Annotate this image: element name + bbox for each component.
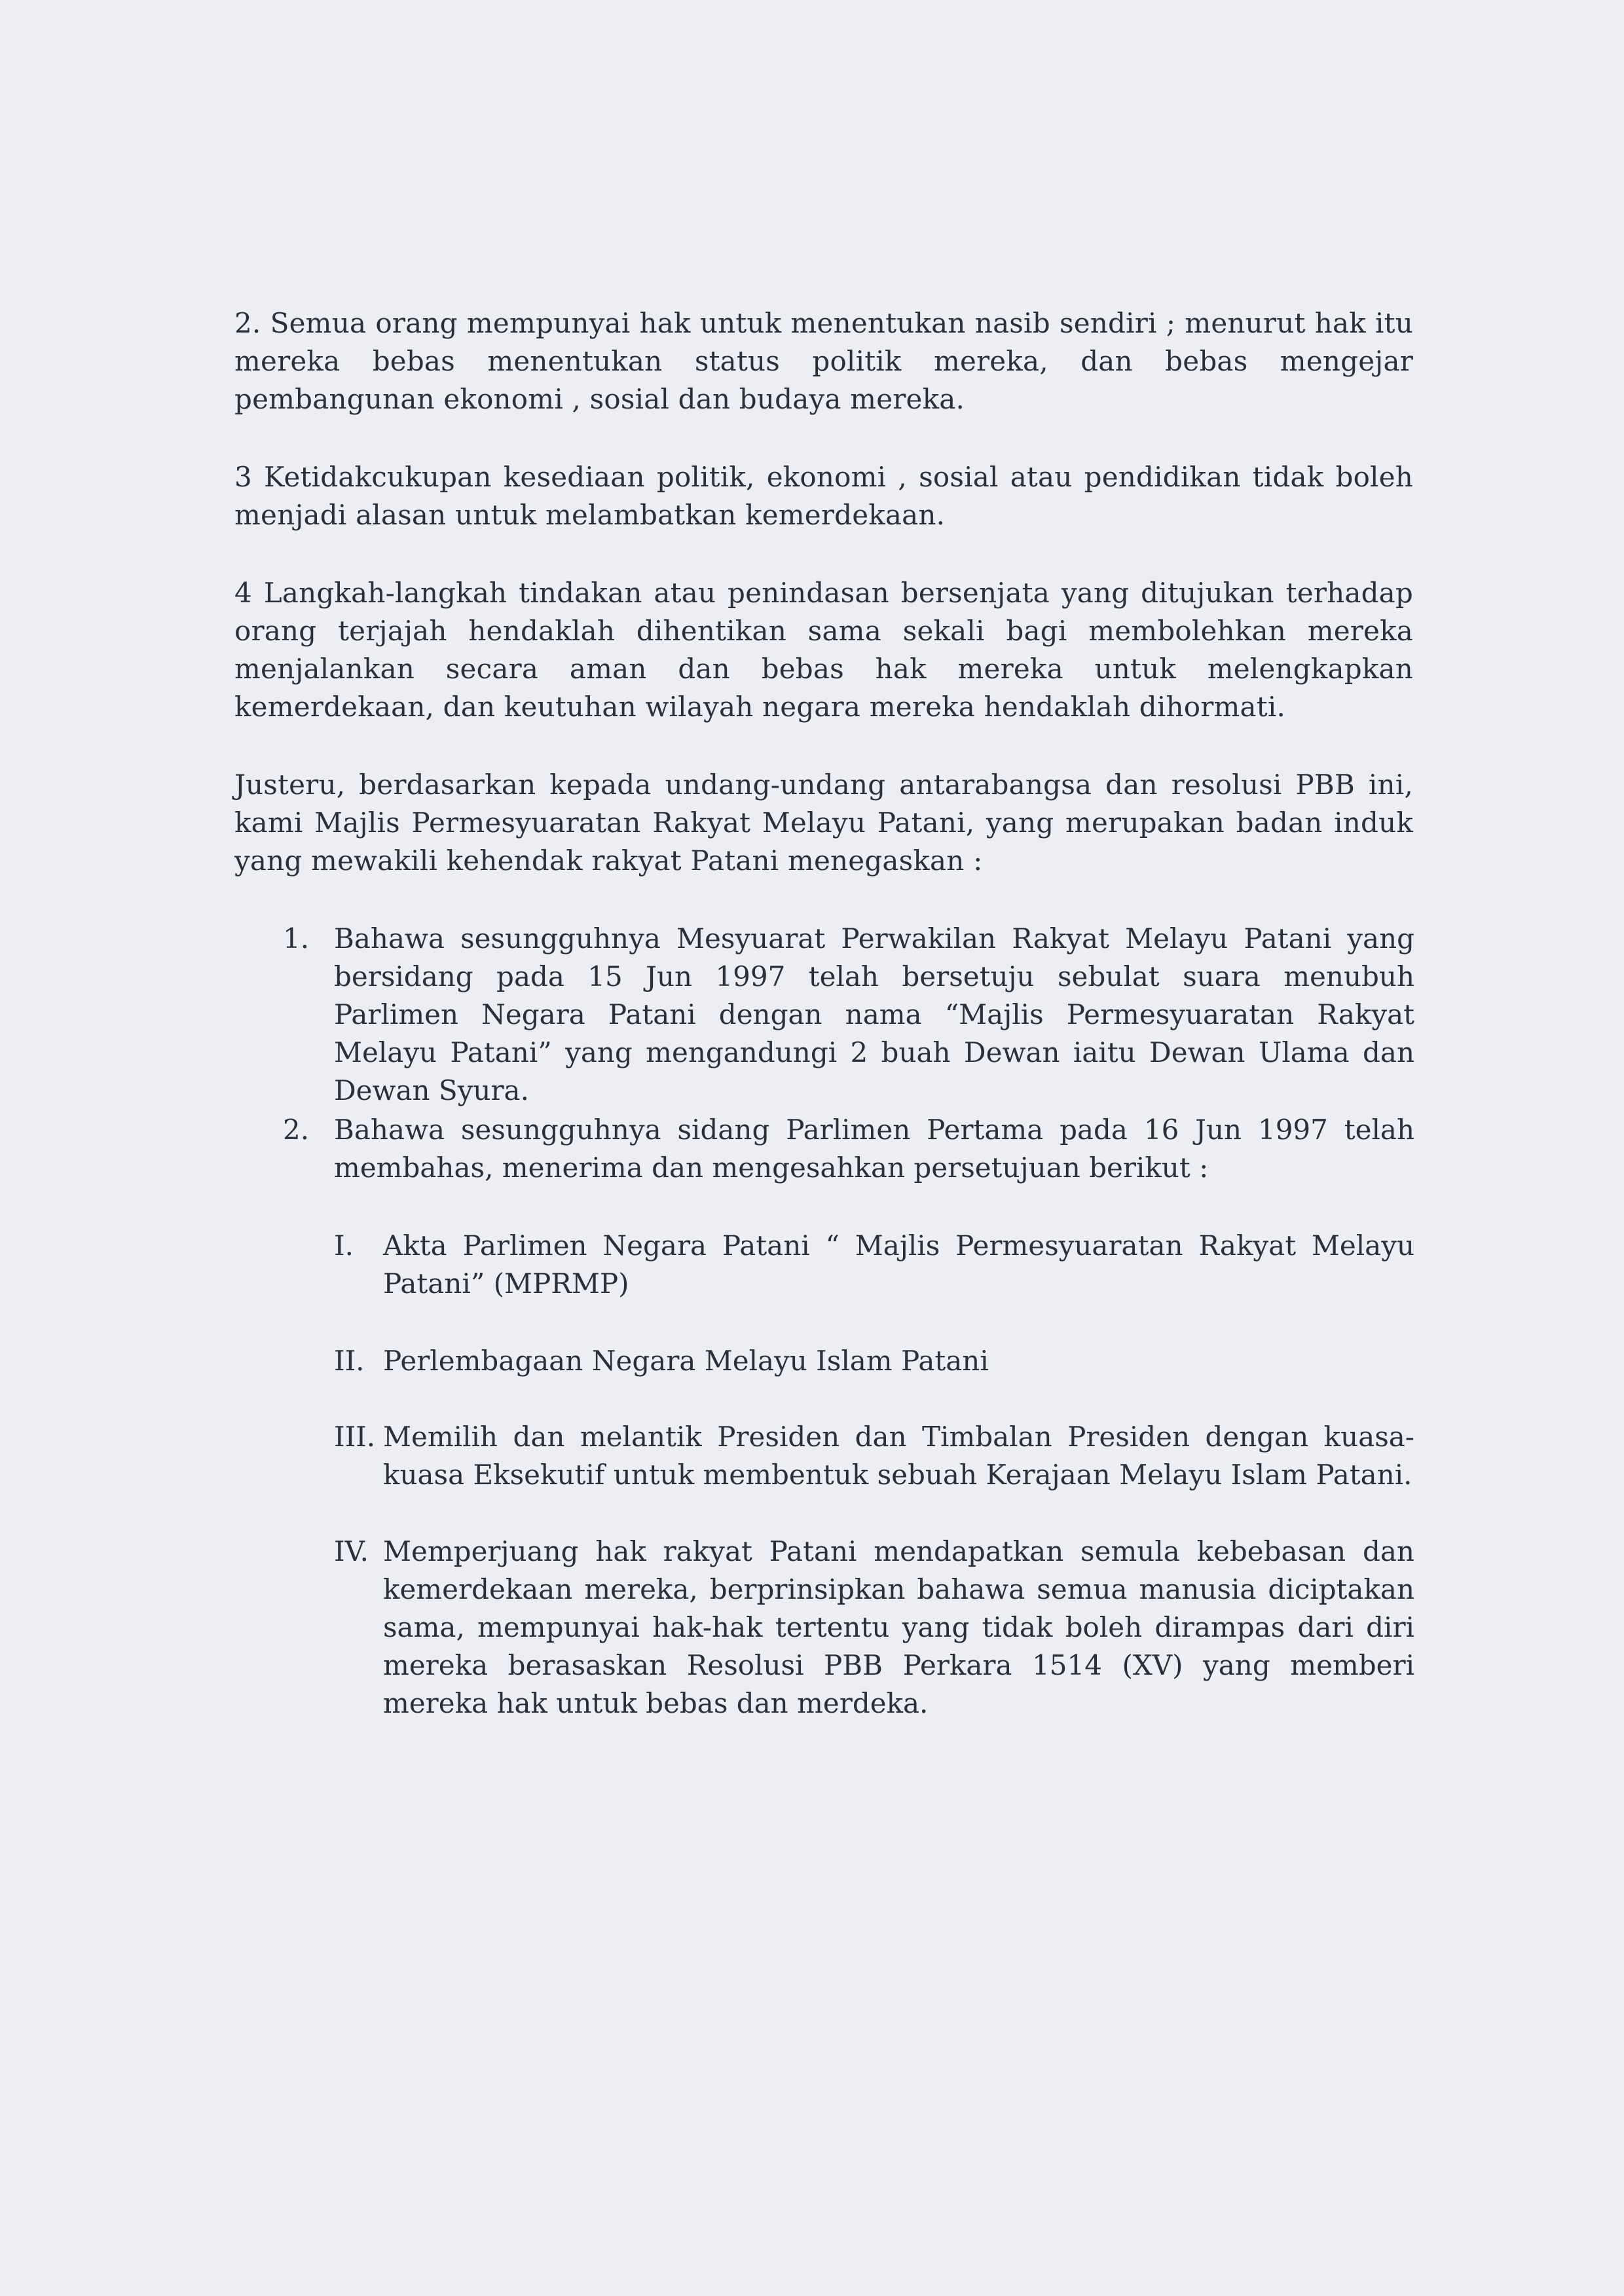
roman-item-marker-1: I.: [334, 1230, 354, 1262]
roman-item-3: Memilih dan melantik Presiden dan Timbalan Presiden dengan kuasa-kuasa Eksekutif untuk membentuk sebuah Kerajaan Melayu Islam Patani.: [383, 1421, 1414, 1491]
paragraph-2: 2. Semua orang mempunyai hak untuk menentukan nasib sendiri ; menurut hak itu mereka bebas menentukan status politik mereka, dan bebas mengejar pembangunan ekonomi , sosial dan budaya mereka.: [234, 307, 1413, 415]
numbered-item-marker-2: 2.: [283, 1114, 310, 1146]
paragraph-3: 3 Ketidakcukupan kesediaan politik, ekonomi , sosial atau pendidikan tidak boleh menjadi alasan untuk melambatkan kemerdekaan.: [234, 461, 1413, 531]
numbered-item-1: Bahawa sesungguhnya Mesyuarat Perwakilan Rakyat Melayu Patani yang bersidang pada 15 Jun 1997 telah bersetuju sebulat suara menubuh Parlimen Negara Patani dengan nama “Majlis Permesyuaratan Rakyat Melayu Patani” yang mengandungi 2 buah Dewan iaitu Dewan Ulama dan Dewan Syura.: [334, 922, 1414, 1106]
roman-item-2: Perlembagaan Negara Melayu Islam Patani: [383, 1345, 989, 1377]
roman-item-marker-2: II.: [334, 1345, 365, 1377]
intro-paragraph: Justeru, berdasarkan kepada undang-undang antarabangsa dan resolusi PBB ini, kami Majlis Permesyuaratan Rakyat Melayu Patani, yang merupakan badan induk yang mewakili kehendak rakyat Patani menegaskan :: [234, 769, 1413, 877]
numbered-item-marker-1: 1.: [283, 922, 310, 955]
paragraph-4: 4 Langkah-langkah tindakan atau penindasan bersenjata yang ditujukan terhadap orang terjajah hendaklah dihentikan sama sekali bagi membolehkan mereka menjalankan secara aman dan bebas hak mereka untuk melengkapkan kemerdekaan, dan keutuhan wilayah negara mereka hendaklah dihormati.: [234, 577, 1413, 723]
roman-item-4: Memperjuang hak rakyat Patani mendapatkan semula kebebasan dan kemerdekaan mereka, berprinsipkan bahawa semua manusia diciptakan sama, mempunyai hak-hak tertentu yang tidak boleh dirampas dari diri mereka berasaskan Resolusi PBB Perkara 1514 (XV) yang memberi mereka hak untuk bebas dan merdeka.: [383, 1535, 1414, 1719]
roman-item-1: Akta Parlimen Negara Patani “ Majlis Permesyuaratan Rakyat Melayu Patani” (MPRMP): [383, 1230, 1414, 1300]
numbered-item-2: Bahawa sesungguhnya sidang Parlimen Pertama pada 16 Jun 1997 telah membahas, menerima dan mengesahkan persetujuan berikut :: [334, 1114, 1414, 1184]
roman-item-marker-3: III.: [334, 1421, 376, 1453]
roman-item-marker-4: IV.: [334, 1535, 369, 1567]
